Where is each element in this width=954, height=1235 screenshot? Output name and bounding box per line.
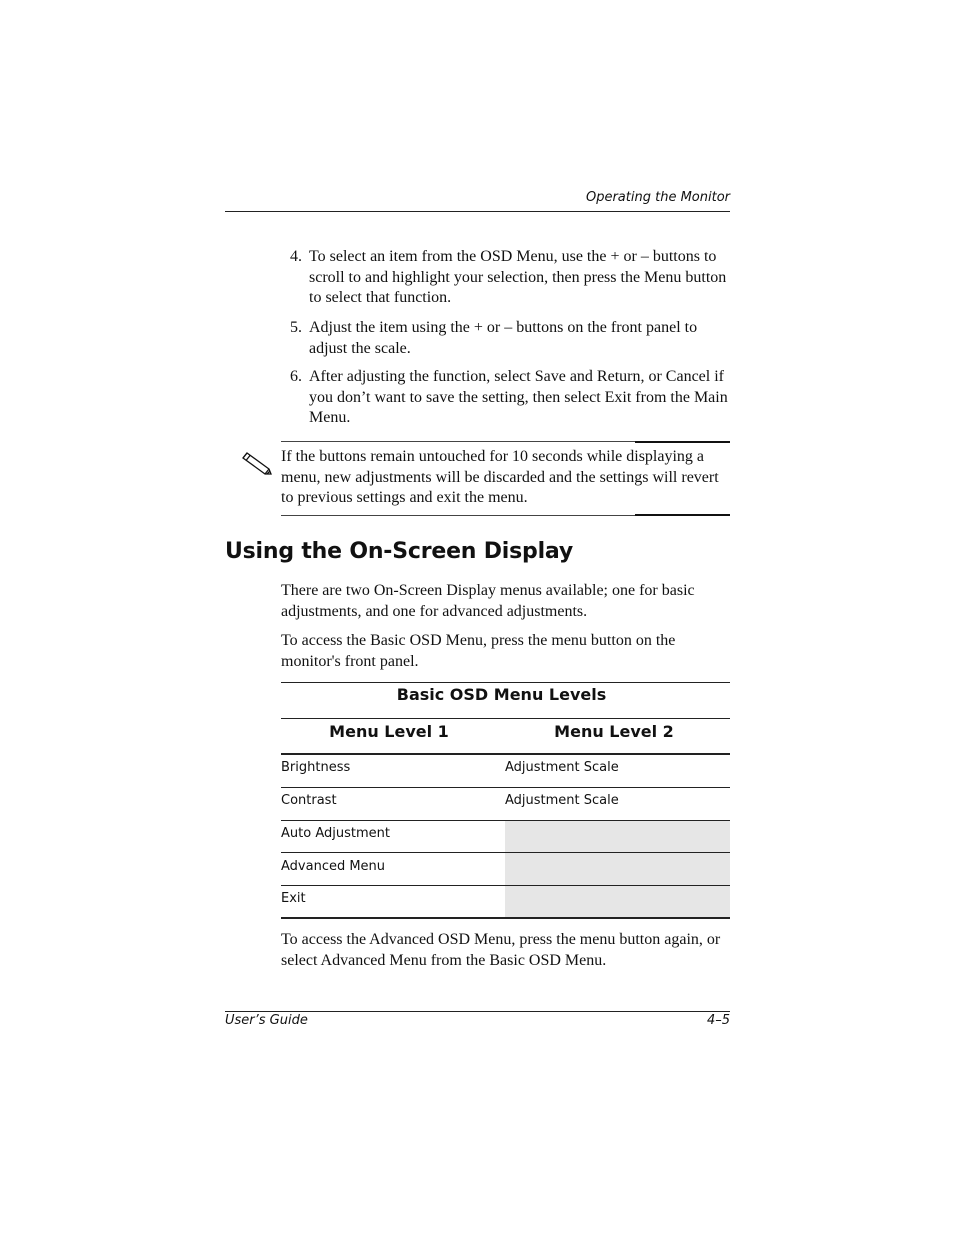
table-cell: Exit (281, 891, 306, 906)
footer-rule (225, 1011, 730, 1012)
step-text: To select an item from the OSD Menu, use the + or – buttons to scroll to and highlight your selection, then press the Menu button to select that function. (309, 248, 727, 306)
note-rule-top-accent (635, 441, 730, 443)
table-row-rule (281, 885, 730, 886)
table-row-rule (281, 787, 730, 788)
table-cell: Adjustment Scale (505, 793, 619, 808)
step-text: After adjusting the function, select Save and Return, or Cancel if you don’t want to save the setting, then select Exit from the Main Menu. (309, 368, 728, 426)
table-row-rule (281, 852, 730, 853)
pencil-note-icon (240, 450, 276, 480)
step-number: 4. (290, 248, 302, 265)
table-bottom-rule (281, 917, 730, 919)
table-row-rule (281, 820, 730, 821)
note-text: If the buttons remain untouched for 10 seconds while displaying a menu, new adjustments will be discarded and the settings will revert to previous settings and exit the menu. (281, 448, 719, 506)
step-number: 5. (290, 319, 302, 336)
header-rule (225, 211, 730, 212)
table-cell-empty (505, 821, 730, 852)
section-paragraph: To access the Advanced OSD Menu, press the menu button again, or select Advanced Menu from the Basic OSD Menu. (281, 931, 721, 969)
note-rule-bottom-accent (635, 514, 730, 516)
table-cell-empty (505, 886, 730, 917)
section-paragraph: There are two On-Screen Display menus available; one for basic adjustments, and one for advanced adjustments. (281, 582, 695, 620)
section-paragraph: To access the Basic OSD Menu, press the menu button on the monitor's front panel. (281, 632, 676, 670)
table-column-header: Menu Level 2 (554, 722, 674, 741)
table-title-rule (281, 718, 730, 719)
running-header: Operating the Monitor (585, 190, 730, 205)
table-cell: Adjustment Scale (505, 760, 619, 775)
table-cell: Brightness (281, 760, 351, 775)
table-cell-empty (505, 853, 730, 885)
table-title: Basic OSD Menu Levels (396, 685, 607, 704)
step-number: 6. (290, 368, 302, 385)
table-top-rule (281, 682, 730, 683)
table-cell: Advanced Menu (281, 859, 386, 874)
step-text: Adjust the item using the + or – buttons on the front panel to adjust the scale. (309, 319, 698, 357)
table-column-header: Menu Level 1 (329, 722, 449, 741)
table-cell: Contrast (281, 793, 337, 808)
section-heading: Using the On-Screen Display (225, 539, 574, 564)
footer-left: User’s Guide (225, 1013, 308, 1028)
table-cell: Auto Adjustment (281, 826, 390, 841)
page-number: 4–5 (706, 1013, 730, 1028)
table-header-rule (281, 753, 730, 755)
